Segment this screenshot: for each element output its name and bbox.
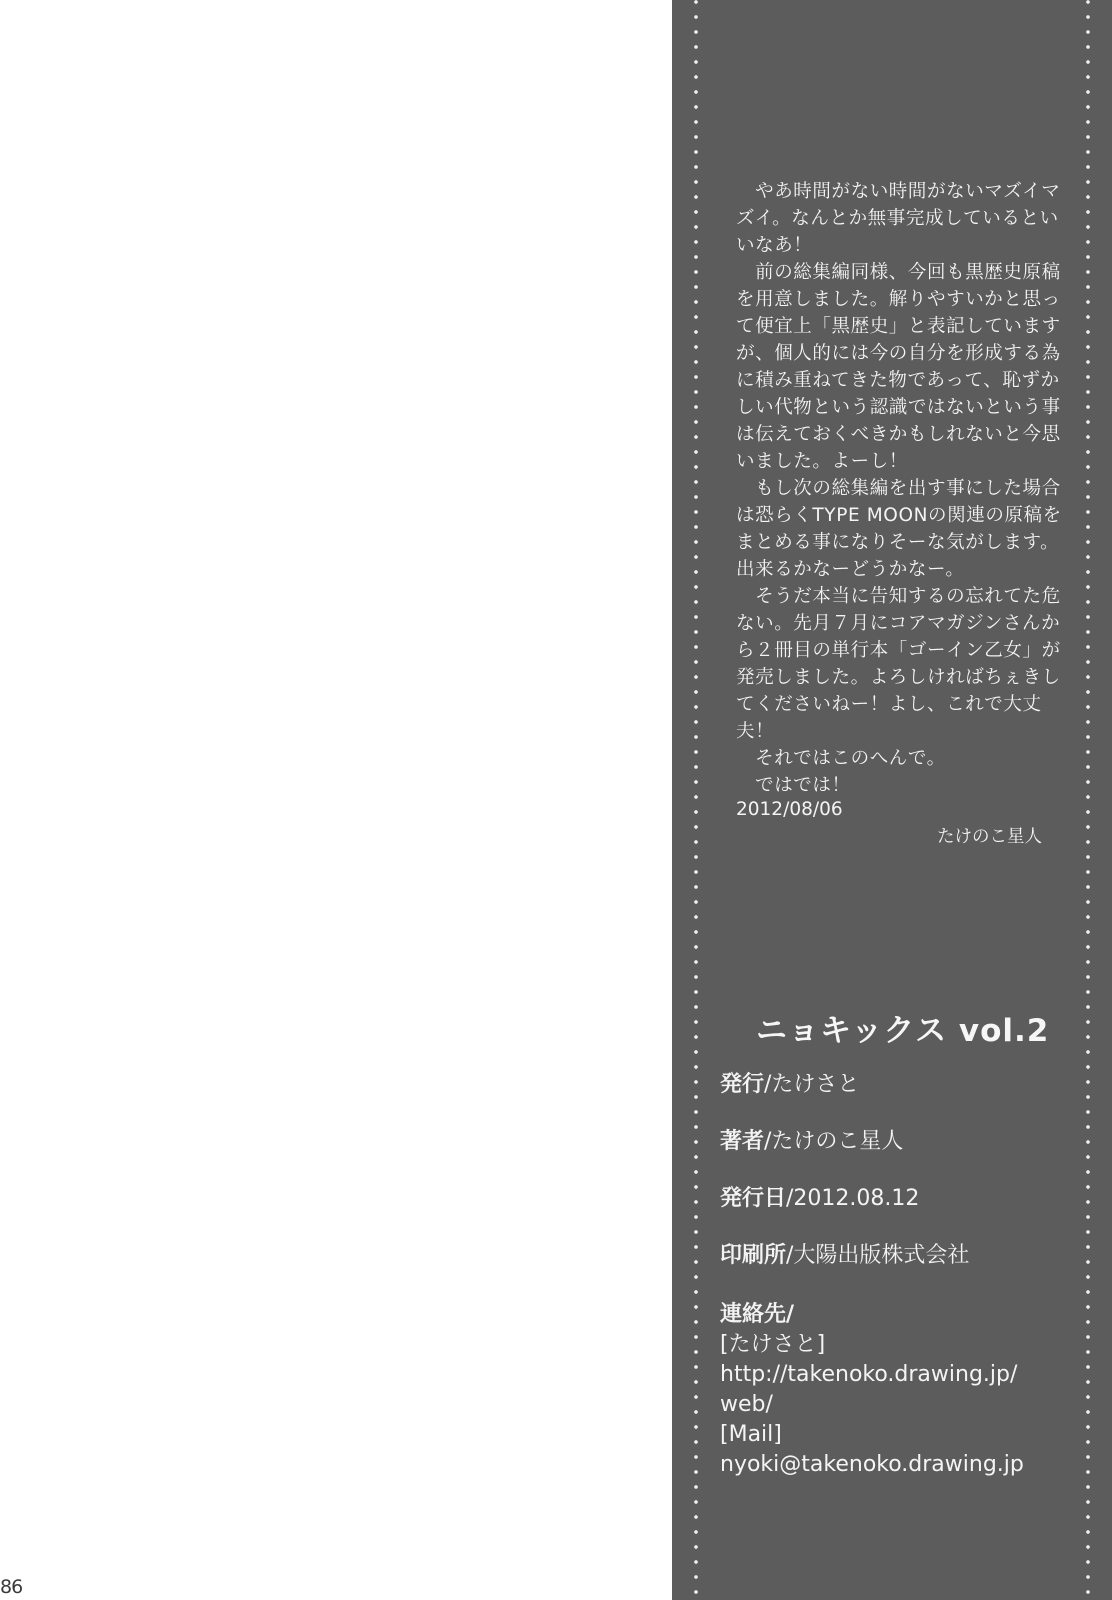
afterword-paragraph: そうだ本当に告知するの忘れてた危ない。先月７月にコアマガジンさんから２冊目の単行本「ゴーイン乙女」が発売しました。よろしければちぇきしてくださいねー！よし、これで大丈夫！: [736, 586, 1061, 742]
dotted-border-right: [1086, 0, 1090, 1600]
colophon: [720, 1070, 1024, 1480]
afterword-paragraph: ではでは！: [736, 775, 851, 796]
afterword-date: 2012/08/06: [736, 799, 843, 820]
book-title: ニョキックス vol.2: [756, 1013, 1050, 1049]
afterword-paragraph: それではこのへんで。: [736, 748, 946, 769]
afterword-panel: [672, 0, 1112, 1600]
afterword-text: [736, 178, 1066, 799]
date-value: /2012.08.12: [786, 1186, 920, 1211]
afterword-paragraph: 前の総集編同様、今回も黒歴史原稿を用意しました。解りやすいかと思って便宜上「黒歴史」と表記していますが、個人的には今の自分を形成する為に積み重ねてきた物であって、恥ずかしい代物という認識ではないという事は伝えておくべきかもしれないと今思いました。よーし！: [736, 262, 1061, 472]
afterword-paragraph: もし次の総集編を出す事にした場合は恐らくTYPE MOONの関連の原稿をまとめる事になりそーな気がします。出来るかなーどうかなー。: [736, 478, 1062, 580]
colophon-contact: [720, 1300, 1024, 1480]
contact-label: 連絡先/: [720, 1302, 795, 1327]
contact-url-line-1: http://takenoko.drawing.jp/: [720, 1362, 1018, 1387]
publisher-label: 発行: [720, 1072, 765, 1097]
dotted-border-left: [694, 0, 698, 1600]
page-number: 86: [0, 1576, 23, 1598]
colophon-author: [720, 1127, 1024, 1184]
afterword-signature: たけのこ星人: [937, 827, 1042, 847]
contact-mail: nyoki@takenoko.drawing.jp: [720, 1452, 1024, 1477]
colophon-date: [720, 1184, 1024, 1241]
colophon-publisher: [720, 1070, 1024, 1127]
contact-mail-label: [Mail]: [720, 1422, 782, 1447]
publisher-value: /たけさと: [764, 1072, 860, 1097]
printer-value: /大陽出版株式会社: [786, 1243, 970, 1268]
afterword-paragraph: やあ時間がない時間がないマズイマズイ。なんとか無事完成しているといいなあ！: [736, 181, 1061, 256]
colophon-printer: [720, 1241, 1024, 1298]
printer-label: 印刷所: [720, 1243, 787, 1268]
author-label: 著者: [720, 1129, 765, 1154]
author-value: /たけのこ星人: [764, 1129, 904, 1154]
contact-circle: [たけさと]: [720, 1332, 826, 1357]
contact-url-line-2: web/: [720, 1392, 773, 1417]
date-label: 発行日: [720, 1186, 787, 1211]
